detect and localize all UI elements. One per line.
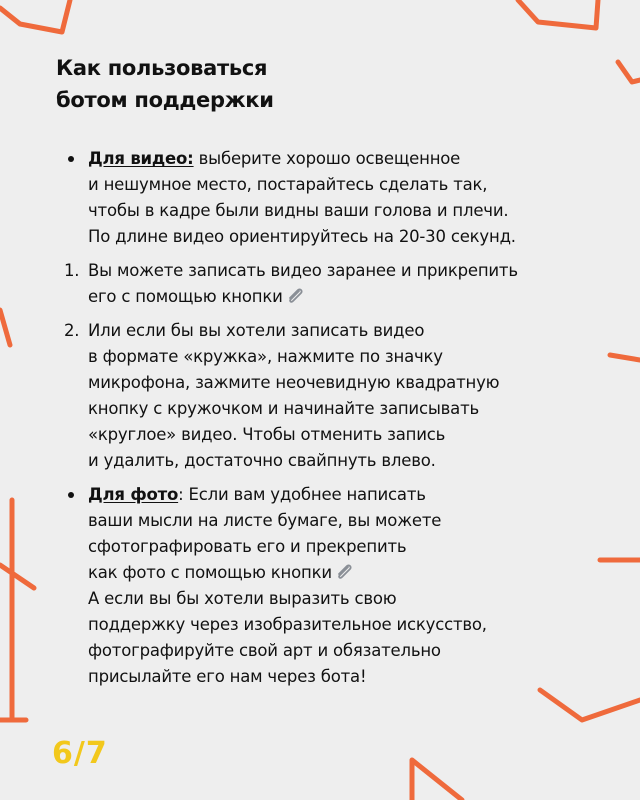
photo-text-1: : Если вам удобнее написать: [178, 485, 426, 504]
photo-line-1: [88, 482, 606, 508]
item2-line-3: микрофона, зажмите неочевидную квадратную: [88, 373, 500, 392]
item2-line-6: и удалить, достаточно свайпнуть влево.: [88, 451, 436, 470]
photo-line-2: ваши мысли на листе бумаге, вы можете: [88, 511, 442, 530]
video-text-1: выберите хорошо освещенное: [193, 149, 461, 168]
list-item-photo: [66, 482, 606, 690]
item1-line-1: Вы можете записать видео заранее и прикрепить: [88, 261, 518, 280]
item1-line-2: [88, 284, 606, 310]
video-line-3: чтобы в кадре были видны ваши голова и плечи.: [88, 201, 509, 220]
video-line-2: и нешумное место, постарайтесь сделать так,: [88, 175, 488, 194]
photo-line-7: фотографируйте свой арт и обязательно: [88, 641, 441, 660]
list-item-2: [66, 318, 606, 474]
item2-line-4: кнопку с кружочком и начинайте записывать: [88, 399, 480, 418]
paperclip-icon: [334, 563, 354, 581]
bullet-icon: [68, 156, 74, 162]
list-item-video: [66, 146, 606, 250]
photo-line-3: сфотографировать его и прекрепить: [88, 537, 407, 556]
item2-line-5: «круглое» видео. Чтобы отменить запись: [88, 425, 446, 444]
list-number: 2.: [64, 321, 80, 340]
bullet-icon: [68, 492, 74, 498]
item1-text-2: его с помощью кнопки: [88, 287, 283, 306]
page-title-line-1: Как пользоваться: [56, 56, 268, 80]
list-number: 1.: [64, 261, 80, 280]
page-title-line-2: ботом поддержки: [56, 88, 274, 112]
photo-line-4: [88, 560, 606, 586]
photo-line-6: поддержку через изобразительное искусство,: [88, 615, 487, 634]
paperclip-icon: [285, 287, 305, 305]
photo-text-4: как фото с помощью кнопки: [88, 563, 332, 582]
list-item-1: [66, 258, 606, 310]
video-label: Для видео:: [88, 149, 194, 168]
item2-line-2: в формате «кружка», нажмите по значку: [88, 347, 443, 366]
instructions-list: [66, 146, 606, 698]
item2-line-1: Или если бы вы хотели записать видео: [88, 321, 425, 340]
photo-label: Для фото: [88, 485, 179, 504]
photo-line-8: присылайте его нам через бота!: [88, 667, 367, 686]
video-line-4: По длине видео ориентируйтесь на 20-30 секунд.: [88, 227, 516, 246]
page-title: [56, 52, 576, 116]
photo-line-5: А если вы бы хотели выразить свою: [88, 589, 397, 608]
page-number: 6/7: [52, 736, 108, 771]
video-line-1: [88, 146, 606, 172]
